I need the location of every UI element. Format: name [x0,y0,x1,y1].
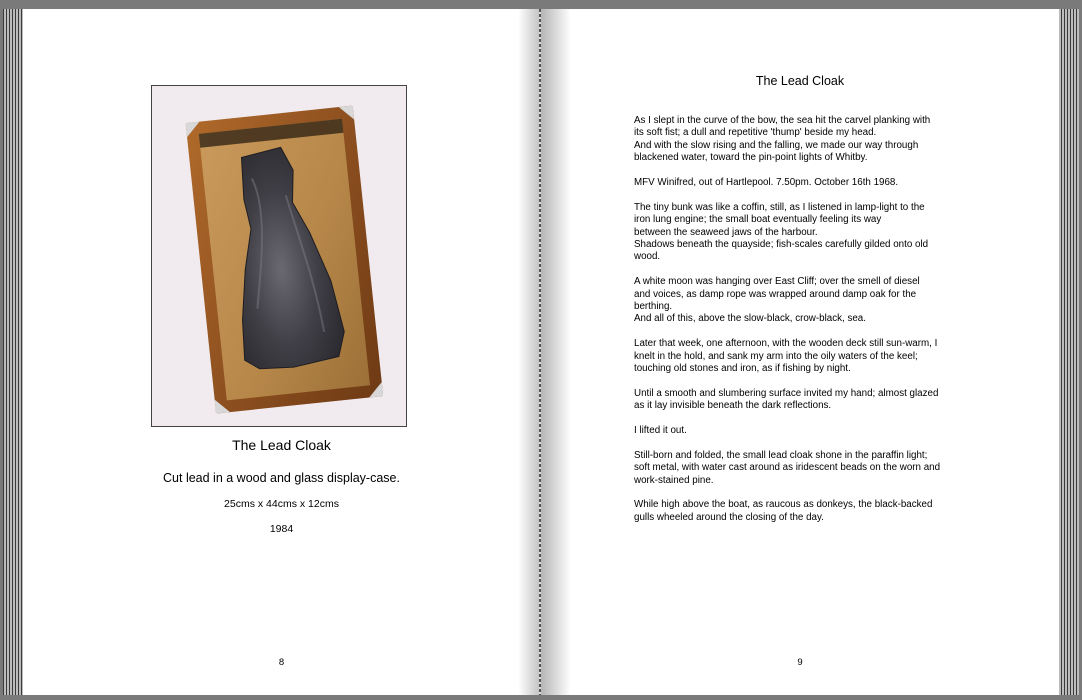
left-page [23,9,540,695]
poem-line: work-stained pine. [634,474,714,486]
poem-stanza [634,450,984,487]
poem-stanza [634,338,984,375]
poem-line: While high above the boat, as raucous as donkeys, the black-backed [634,499,933,511]
artwork-description: Cut lead in a wood and glass display-case. [163,471,400,485]
right-page-edges [1059,9,1079,695]
poem-stanza [634,499,984,524]
right-page-number: 9 [797,657,803,668]
artwork-year: 1984 [269,523,294,535]
poem-line: I lifted it out. [634,425,687,437]
poem-line: The tiny bunk was like a coffin, still, as I listened in lamp-light to the [634,201,925,213]
poem-line: Still-born and folded, the small lead cloak shone in the paraffin light; [634,449,928,461]
poem-stanza [634,276,984,326]
poem-body [634,115,984,537]
left-page-number: 8 [278,657,285,668]
artwork-photo [151,85,407,427]
poem-line: Shadows beneath the quayside; fish-scales carefully gilded onto old [634,239,929,251]
poem-line: between the seaweed jaws of the harbour. [634,226,818,238]
poem-line: And with the slow rising and the falling, we made our way through [634,139,919,151]
poem-title: The Lead Cloak [755,74,845,88]
poem-line: And all of this, above the slow-black, crow-black, sea. [634,313,866,325]
poem-stanza [634,202,984,264]
poem-line: wood. [634,251,661,263]
poem-line: soft metal, with water cast around as iridescent beads on the worn and [634,462,941,474]
poem-stanza [634,115,984,165]
poem-line: touching old stones and iron, as if fishing by night. [634,363,851,375]
poem-line: As I slept in the curve of the bow, the sea hit the carvel planking with [634,115,931,126]
poem-stanza [634,425,984,437]
artwork-title: The Lead Cloak [232,437,331,453]
display-case [186,106,384,414]
poem-line: knelt in the hold, and sank my arm into the oily waters of the keel; [634,350,918,362]
poem-line: blackened water, toward the pin-point lights of Whitby. [634,152,868,164]
poem-line: iron lung engine; the small boat eventually feeling its way [634,214,882,226]
lead-cloak-display-case-image [152,86,407,427]
poem-line: Until a smooth and slumbering surface invited my hand; almost glazed [634,387,939,399]
poem-line: and voices, as damp rope was wrapped around damp oak for the [634,288,917,300]
artwork-dimensions: 25cms x 44cms x 12cms [224,498,339,510]
poem-stanza [634,177,984,189]
poem-line: MFV Winifred, out of Hartlepool. 7.50pm. October 16th 1968. [634,177,899,189]
right-page [541,9,1059,695]
poem-stanza [634,388,984,413]
poem-line: as it lay invisible beneath the dark reflections. [634,400,832,412]
poem-line: berthing. [634,301,673,313]
poem-line: gulls wheeled around the closing of the day. [634,511,824,523]
poem-line: A white moon was hanging over East Cliff; over the smell of diesel [634,276,920,288]
left-page-edges [3,9,23,695]
poem-line: its soft fist; a dull and repetitive 'thump' beside my head. [634,127,877,139]
poem-line: Later that week, one afternoon, with the wooden deck still sun-warm, I [634,338,938,350]
